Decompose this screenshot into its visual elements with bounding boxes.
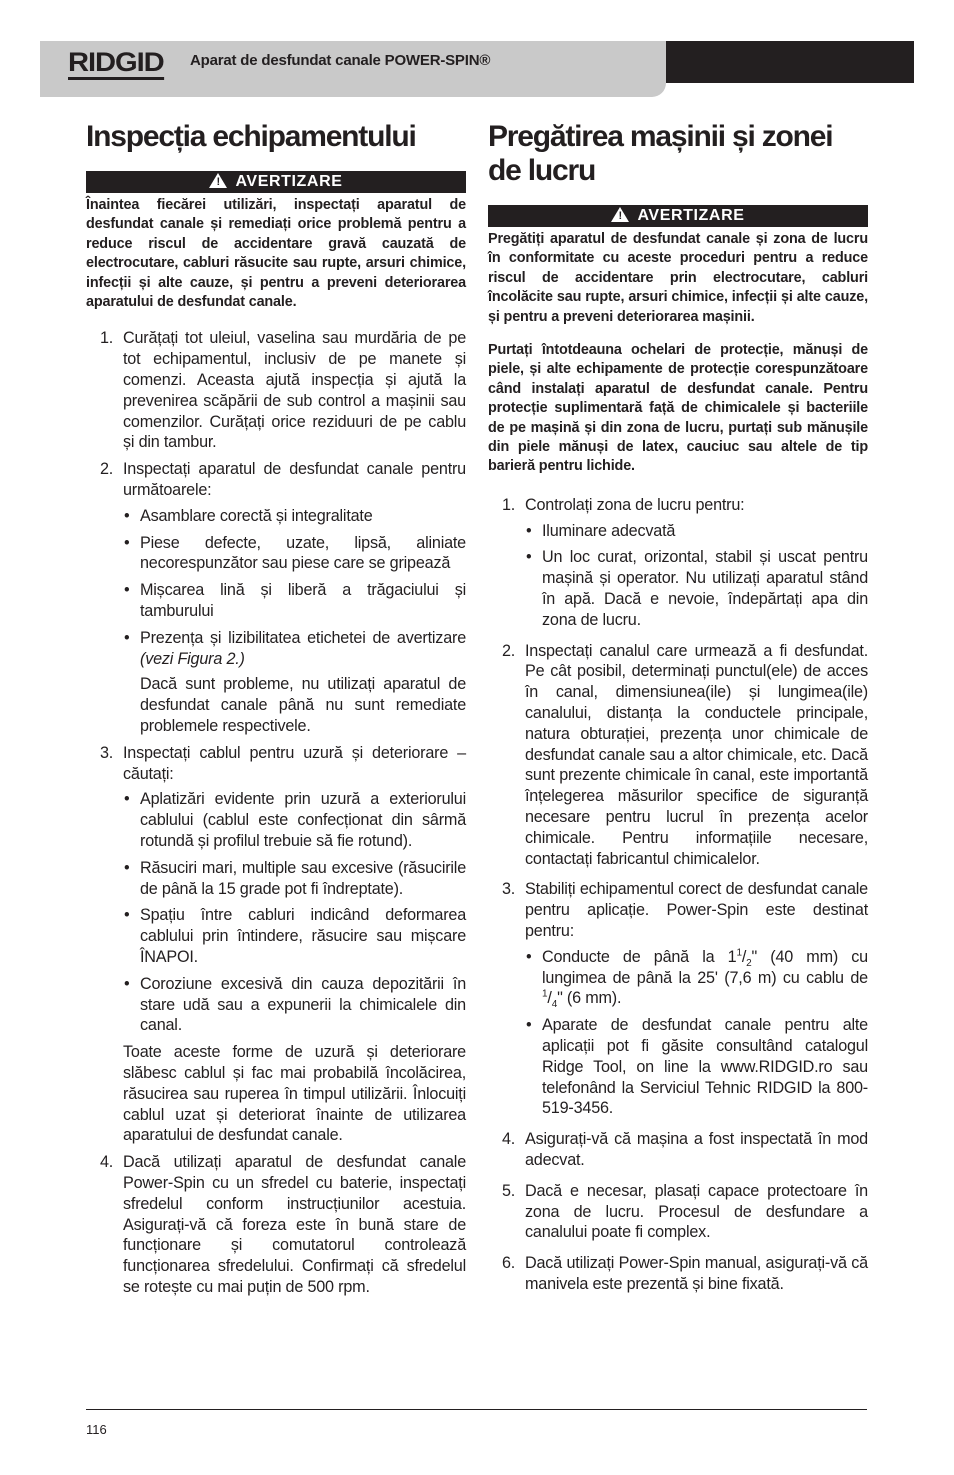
bullet-item: • Mișcarea lină și liberă a trăgaciului și tamburului xyxy=(124,581,466,620)
list-item: 2. Inspectați canalul care urmează a fi desfundat. Pe cât posibil, determinați punctul(ele) de acces în canal, dimensiunea(ile) și lungimea(ile) canalului, distanța la conductele principale, natura obturației, prezența unor chimicale de desfundat canale sau a altor chimicale, etc. Dacă sunt prezente chimicale în canal, este importantă înțelegerea măsurilor specifice de siguranță necesare pentru lucrul în prezența acelor chimicale. Pentru informațiile necesare, contactați fabricantul chimicalelor. xyxy=(502,641,868,868)
inspection-steps xyxy=(86,328,466,1297)
bullet-item: • Coroziune excesivă din cauza depozitării în stare udă sau a expunerii la chimicalele din canal. xyxy=(124,974,466,1035)
bullet-item: • Aparate de desfundat canale pentru alte aplicații pot fi găsite consultând catalogul Ridge Tool, on line la www.RIDGID.ro sau telefonând la Serviciul Tehnic RIDGID la 800-519-3456. xyxy=(526,1016,868,1118)
bullet-item: • Un loc curat, orizontal, stabil și uscat pentru mașină și operator. Nu utilizați aparatul stând în apă. Dacă e nevoie, îndepărtați apa din zona de lucru. xyxy=(526,548,868,629)
list-item: 1. Curățați tot uleiul, vaselina sau murdăria de pe tot echipamentul, inclusiv de pe manete și comenzi. Aceasta ajută inspecția și ajută la prevenirea scăpării de sub control a mașinii sau comenzilor. Curățați orice reziduuri de pe cablu și din tambur. xyxy=(100,329,466,452)
list-item: 4. Asigurați-vă că mașina a fost inspectată în mod adecvat. xyxy=(502,1130,868,1169)
bullet-item: • Prezența și lizibilitatea etichetei de avertizare (vezi Figura 2.) Dacă sunt probleme, nu utilizați aparatul de desfundat canale până nu sunt remediate problemele respectivele. xyxy=(124,628,466,735)
preparation-steps xyxy=(488,495,868,1295)
list-item: 3. Stabiliți echipamentul corect de desfundat canale pentru aplicație. Power-Spin este destinat pentru: • Conducte de până la $1^1/_2$" (40 mm) cu lungimea de până la 25' (7,6 m) cu cablu de $^1/_4$" (6 mm). • Aparate de desfundat canale pentru alte aplicații pot fi găsite consultând catalogul Ridge Tool, on line la www.RIDGID.ro sau telefonând la Serviciul Tehnic RIDGID la 800-519-3456. xyxy=(502,880,868,1118)
list-item: 2. Inspectați aparatul de desfundat canale pentru următoarele: • Asamblare corectă și integralitate • Piese defecte, uzate, lipsă, aliniate necorespunzător sau piese care se gripează • Mișcarea lină și liberă a trăgaciului și tamburului • Prezența și lizibilitatea etichetei de avertizare (vezi Figura 2.) Dacă sunt probleme, nu utilizați aparatul de desfundat canale până nu sunt remediate problemele respectivele. xyxy=(100,460,466,735)
warning-bar: ! AVERTIZARE xyxy=(86,171,466,193)
header-black-block xyxy=(666,41,914,83)
bullet-item: • Piese defecte, uzate, lipsă, aliniate necorespunzător sau piese care se gripează xyxy=(124,533,466,573)
bullet-item: • Răsuciri mari, multiple sau excesive (răsucirile de până la 15 grade pot fi îndreptate). xyxy=(124,858,466,898)
section-heading-inspection: Inspecția echipamentului xyxy=(86,120,416,153)
right-column xyxy=(488,118,868,1305)
list-item: 6. Dacă utilizați Power-Spin manual, asigurați-vă că manivela este prezentă și bine fixată. xyxy=(502,1254,868,1293)
bullet-list xyxy=(525,947,868,1119)
list-item: 4. Dacă utilizați aparatul de desfundat canale Power-Spin cu un sfredel cu baterie, inspectați sfredelul conform instrucțiunilor acestuia. Asigurați-vă că foreza este în bună stare de funcționare și comutatorul controlează funcționarea sfredelului. Confirmați că sfredelul se rotește cu mai puțin de 500 rpm. xyxy=(100,1153,466,1296)
page-number: 116 xyxy=(86,1422,107,1437)
list-item: 1. Controlați zona de lucru pentru: • Iluminare adecvată • Un loc curat, orizontal, stabil și uscat pentru mașină și operator. Nu utilizați aparatul stând în apă. Dacă e nevoie, îndepărtați apa din zona de lucru. xyxy=(502,495,868,629)
left-column xyxy=(86,118,466,1304)
bullet-item: • Asamblare corectă și integralitate xyxy=(124,506,373,525)
header-title: Aparat de desfundat canale POWER-SPIN® xyxy=(190,52,491,69)
list-item: 5. Dacă e necesar, plasați capace protectoare în zona de lucru. Procesul de desfundare a canalului poate fi complex. xyxy=(502,1181,868,1242)
bullet-list xyxy=(525,521,868,631)
bullet-item: • Spațiu între cabluri indicând deformarea cablului prin întindere, răsucire sau mișcare ÎNAPOI. xyxy=(124,906,466,966)
figure-reference: (vezi Figura 2.) xyxy=(140,649,245,668)
bullet-item: • Aplatizări evidente prin uzură a exteriorului cablului (cablul este confecționat din sârmă rotundă și profilul trebuie să fie rotund). xyxy=(124,790,466,850)
bullet-list xyxy=(123,789,466,1036)
list-item: 3. Inspectați cablul pentru uzură și deteriorare – căutați: • Aplatizări evidente prin uzură a exteriorului cablului (cablul este confecționat din sârmă rotundă și profilul trebuie să fie rotund). • Răsuciri mari, multiple sau excesive (răsucirile de până la 15 grade pot fi îndreptate). • Spațiu între cabluri indicând deformarea cablului prin întindere, răsucire sau mișcare ÎNAPOI. • Coroziune excesivă din cauza depozitării în stare udă sau a expunerii la chimicalele din canal. Toate aceste forme de uzură și deteriorare slăbesc cablul și fac mai probabilă încolăcirea, răsucirea sau ruperea în timpul utilizării. Înlocuiți cablul uzat și deteriorat înainte de utilizarea aparatului de desfundat canale. xyxy=(100,743,466,1145)
bullet-item: • Iluminare adecvată xyxy=(526,521,676,540)
warning-icon: ! xyxy=(209,173,227,188)
section-heading-preparation: Pregătirea mașinii și zonei de lucru xyxy=(488,120,833,187)
warning-bar: ! AVERTIZARE xyxy=(488,205,868,227)
warning-icon: ! xyxy=(611,207,629,222)
warning-text: Pregătiți aparatul de desfundat canale și zona de lucru în conformitate cu aceste proceduri pentru a reduce riscul de accidentare prin electrocutare, cabluri încolăcite sau rupte, arsuri chimice, infecții și alte cauze, și pentru a preveni deteriorarea mașinii. xyxy=(488,231,868,325)
bullet-item: • Conducte de până la $1^1/_2$" (40 mm) cu lungimea de până la 25' (7,6 m) cu cablu de $^1/_4$" (6 mm). xyxy=(526,947,868,1011)
warning-text-ppe: Purtați întotdeauna ochelari de protecție, mănuși de piele, și alte echipamente de protecție corespunzătoare când instalați aparatul de desfundat canale. Pentru protecție suplimentară față de chimicalele și bacteriile de pe mașină și din zona de lucru, purtați sub mănușile din piele mănuși de latex, cauciuc sau altele de tip barieră pentru lichide. xyxy=(488,342,868,475)
warning-text: Înaintea fiecărei utilizări, inspectați aparatul de desfundat canale și remediați orice problemă pentru a reduce riscul de accidentare gravă cauzată de electrocutare, cabluri răsucite sau rupte, arsuri chimice, infecții și alte cauze, și pentru a preveni deteriorarea aparatului de desfundat canale. xyxy=(86,197,466,311)
bullet-list xyxy=(123,506,466,737)
footer-rule xyxy=(86,1409,867,1410)
ridgid-logo: RIDGID xyxy=(68,47,164,77)
header-band-tail xyxy=(40,83,666,97)
